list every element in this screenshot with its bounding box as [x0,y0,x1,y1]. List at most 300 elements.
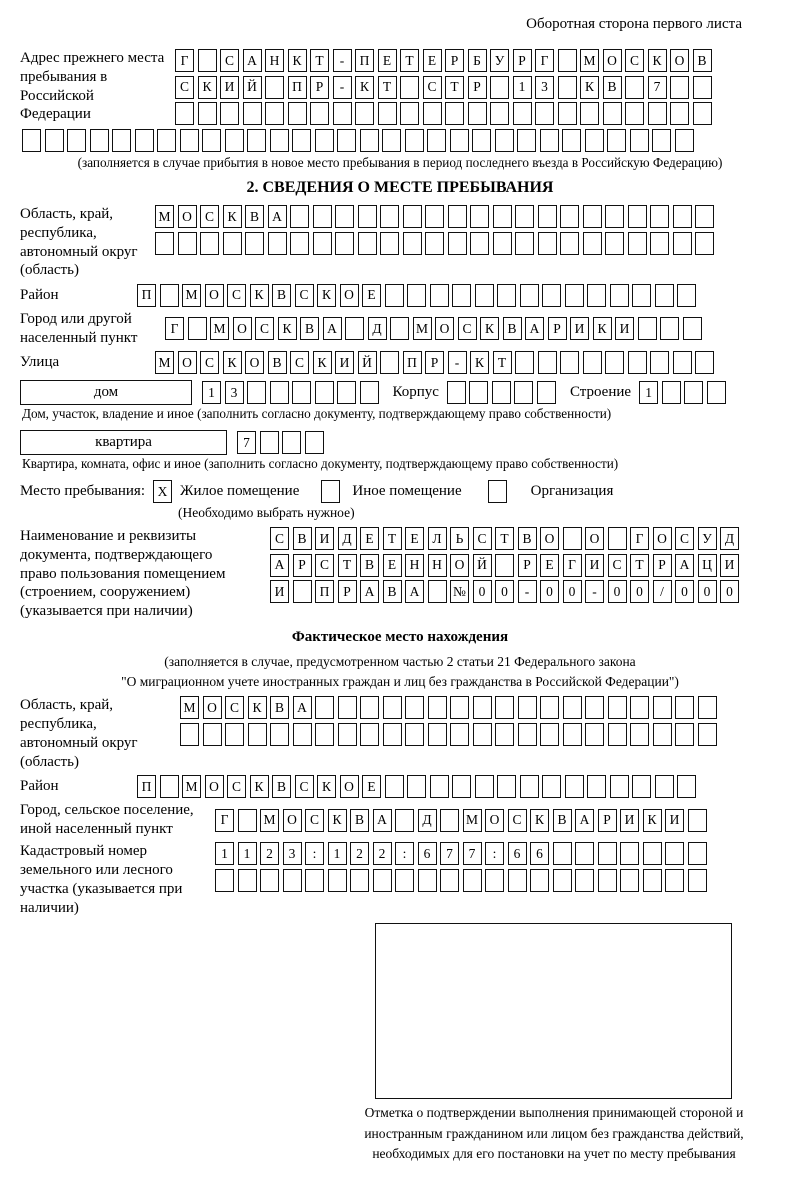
char-box[interactable]: 0 [675,580,694,603]
char-box[interactable]: К [250,775,269,798]
char-box[interactable]: Й [358,351,377,374]
char-box[interactable]: Г [165,317,184,340]
char-box[interactable] [430,284,449,307]
char-box[interactable] [495,554,514,577]
char-box[interactable] [390,317,409,340]
char-box[interactable] [383,696,402,719]
char-box[interactable] [178,232,197,255]
char-box[interactable] [382,129,401,152]
char-box[interactable] [425,205,444,228]
char-box[interactable] [260,431,279,454]
house-type-box[interactable]: дом [20,380,192,405]
char-box[interactable]: С [295,284,314,307]
char-box[interactable] [383,723,402,746]
char-box[interactable]: К [288,49,307,72]
char-box[interactable] [360,129,379,152]
char-box[interactable] [632,284,651,307]
char-box[interactable] [514,381,533,404]
char-box[interactable] [490,76,509,99]
char-box[interactable]: Р [468,76,487,99]
char-box[interactable]: К [355,76,374,99]
char-box[interactable]: 1 [328,842,347,865]
char-box[interactable]: В [383,580,402,603]
char-box[interactable] [67,129,86,152]
char-box[interactable]: Д [418,809,437,832]
char-box[interactable] [628,205,647,228]
char-box[interactable] [450,723,469,746]
char-box[interactable]: А [373,809,392,832]
char-box[interactable]: Е [362,284,381,307]
char-box[interactable]: М [210,317,229,340]
char-box[interactable] [270,381,289,404]
char-box[interactable] [497,775,516,798]
char-box[interactable]: М [463,809,482,832]
char-box[interactable] [535,102,554,125]
char-box[interactable]: 7 [237,431,256,454]
char-box[interactable] [598,842,617,865]
char-box[interactable]: В [270,696,289,719]
char-box[interactable] [495,696,514,719]
char-box[interactable] [338,696,357,719]
char-box[interactable]: 1 [238,842,257,865]
char-box[interactable]: Н [405,554,424,577]
char-box[interactable]: Т [310,49,329,72]
char-box[interactable] [560,205,579,228]
char-box[interactable] [198,49,217,72]
char-box[interactable]: К [223,351,242,374]
char-box[interactable]: 6 [530,842,549,865]
char-box[interactable] [673,205,692,228]
char-box[interactable] [265,102,284,125]
char-box[interactable] [638,317,657,340]
char-box[interactable]: В [272,775,291,798]
char-box[interactable] [373,869,392,892]
char-box[interactable]: Р [445,49,464,72]
char-box[interactable] [385,284,404,307]
char-box[interactable] [563,696,582,719]
char-box[interactable] [475,284,494,307]
char-box[interactable] [313,205,332,228]
char-box[interactable] [493,205,512,228]
char-box[interactable]: С [295,775,314,798]
char-box[interactable] [662,381,681,404]
char-box[interactable]: А [268,205,287,228]
char-box[interactable]: 1 [639,381,658,404]
char-box[interactable]: П [288,76,307,99]
char-box[interactable] [540,129,559,152]
char-box[interactable] [313,232,332,255]
char-box[interactable] [660,317,679,340]
char-box[interactable] [518,723,537,746]
char-box[interactable] [553,869,572,892]
char-box[interactable]: 1 [513,76,532,99]
char-box[interactable]: 0 [698,580,717,603]
char-box[interactable] [583,351,602,374]
char-box[interactable] [675,723,694,746]
char-box[interactable] [292,381,311,404]
char-box[interactable] [683,317,702,340]
char-box[interactable] [650,232,669,255]
char-box[interactable]: 0 [495,580,514,603]
char-box[interactable]: О [540,527,559,550]
char-box[interactable] [563,527,582,550]
char-box[interactable] [428,696,447,719]
char-box[interactable]: А [405,580,424,603]
char-box[interactable]: Г [630,527,649,550]
char-box[interactable] [513,102,532,125]
char-box[interactable]: К [248,696,267,719]
char-box[interactable]: : [485,842,504,865]
char-box[interactable] [428,723,447,746]
char-box[interactable]: Е [540,554,559,577]
char-box[interactable]: О [340,775,359,798]
char-box[interactable]: А [525,317,544,340]
char-box[interactable] [608,527,627,550]
char-box[interactable] [315,696,334,719]
char-box[interactable]: П [355,49,374,72]
char-box[interactable]: Т [378,76,397,99]
char-box[interactable] [538,232,557,255]
char-box[interactable] [463,869,482,892]
char-box[interactable] [558,49,577,72]
char-box[interactable]: 7 [648,76,667,99]
char-box[interactable] [562,129,581,152]
char-box[interactable] [565,284,584,307]
char-box[interactable]: К [648,49,667,72]
char-box[interactable]: Т [400,49,419,72]
char-box[interactable]: С [508,809,527,832]
char-box[interactable] [605,351,624,374]
char-box[interactable] [473,723,492,746]
char-box[interactable]: К [480,317,499,340]
char-box[interactable]: В [268,351,287,374]
char-box[interactable] [378,102,397,125]
char-box[interactable] [245,232,264,255]
char-box[interactable] [693,76,712,99]
char-box[interactable] [492,381,511,404]
char-box[interactable] [630,129,649,152]
char-box[interactable]: С [473,527,492,550]
char-box[interactable] [540,723,559,746]
char-box[interactable] [247,129,266,152]
char-box[interactable]: М [155,351,174,374]
char-box[interactable] [22,129,41,152]
char-box[interactable]: Е [383,554,402,577]
char-box[interactable]: К [470,351,489,374]
char-box[interactable]: К [313,351,332,374]
char-box[interactable]: 0 [720,580,739,603]
char-box[interactable]: С [675,527,694,550]
char-box[interactable] [360,723,379,746]
char-box[interactable] [418,869,437,892]
char-box[interactable]: М [182,775,201,798]
char-box[interactable] [427,129,446,152]
char-box[interactable] [293,580,312,603]
char-box[interactable] [587,775,606,798]
char-box[interactable] [583,205,602,228]
char-box[interactable] [407,775,426,798]
char-box[interactable]: Р [338,580,357,603]
char-box[interactable]: - [518,580,537,603]
char-box[interactable]: В [693,49,712,72]
char-box[interactable] [688,842,707,865]
char-box[interactable] [448,205,467,228]
char-box[interactable] [225,723,244,746]
char-box[interactable]: - [448,351,467,374]
char-box[interactable]: В [553,809,572,832]
char-box[interactable]: 7 [463,842,482,865]
char-box[interactable] [265,76,284,99]
char-box[interactable]: С [200,205,219,228]
char-box[interactable]: - [333,49,352,72]
char-box[interactable]: О [283,809,302,832]
char-box[interactable]: А [270,554,289,577]
char-box[interactable] [520,775,539,798]
char-box[interactable]: Н [428,554,447,577]
char-box[interactable]: И [585,554,604,577]
char-box[interactable] [160,775,179,798]
char-box[interactable]: О [178,205,197,228]
char-box[interactable] [603,102,622,125]
char-box[interactable] [583,232,602,255]
char-box[interactable]: С [458,317,477,340]
char-box[interactable] [628,232,647,255]
char-box[interactable] [335,232,354,255]
char-box[interactable] [530,869,549,892]
char-box[interactable] [520,284,539,307]
char-box[interactable]: № [450,580,469,603]
char-box[interactable] [607,129,626,152]
char-box[interactable] [315,381,334,404]
char-box[interactable] [707,381,726,404]
char-box[interactable]: А [675,554,694,577]
flat-type-box[interactable]: квартира [20,430,227,455]
char-box[interactable] [470,205,489,228]
char-box[interactable]: В [245,205,264,228]
char-box[interactable] [288,102,307,125]
char-box[interactable] [315,723,334,746]
char-box[interactable]: О [450,554,469,577]
char-box[interactable] [225,129,244,152]
char-box[interactable] [653,723,672,746]
char-box[interactable] [380,232,399,255]
char-box[interactable]: Т [383,527,402,550]
char-box[interactable] [632,775,651,798]
char-box[interactable]: К [328,809,347,832]
char-box[interactable]: В [503,317,522,340]
char-box[interactable]: М [260,809,279,832]
char-box[interactable] [560,351,579,374]
char-box[interactable]: 3 [535,76,554,99]
char-box[interactable] [643,842,662,865]
char-box[interactable]: Т [445,76,464,99]
char-box[interactable]: Н [265,49,284,72]
stay-type-checkbox-other[interactable] [321,480,340,503]
char-box[interactable]: К [198,76,217,99]
char-box[interactable] [405,129,424,152]
char-box[interactable] [220,102,239,125]
char-box[interactable]: К [250,284,269,307]
char-box[interactable]: Д [368,317,387,340]
char-box[interactable] [650,351,669,374]
char-box[interactable]: В [350,809,369,832]
char-box[interactable]: Р [518,554,537,577]
char-box[interactable]: Е [405,527,424,550]
char-box[interactable] [695,351,714,374]
char-box[interactable]: П [137,775,156,798]
char-box[interactable]: С [305,809,324,832]
char-box[interactable]: И [270,580,289,603]
char-box[interactable]: М [180,696,199,719]
char-box[interactable]: О [435,317,454,340]
char-box[interactable] [268,232,287,255]
char-box[interactable] [610,775,629,798]
char-box[interactable]: 2 [373,842,392,865]
char-box[interactable]: Р [293,554,312,577]
char-box[interactable] [620,869,639,892]
char-box[interactable] [293,723,312,746]
char-box[interactable] [423,102,442,125]
char-box[interactable] [395,869,414,892]
char-box[interactable]: : [305,842,324,865]
char-box[interactable]: И [335,351,354,374]
char-box[interactable] [290,232,309,255]
char-box[interactable] [380,351,399,374]
char-box[interactable] [215,869,234,892]
char-box[interactable]: Т [493,351,512,374]
char-box[interactable]: И [570,317,589,340]
char-box[interactable]: А [575,809,594,832]
char-box[interactable] [563,723,582,746]
char-box[interactable] [360,696,379,719]
char-box[interactable] [198,102,217,125]
char-box[interactable] [610,284,629,307]
char-box[interactable]: - [333,76,352,99]
char-box[interactable]: С [175,76,194,99]
char-box[interactable] [665,842,684,865]
char-box[interactable] [247,381,266,404]
char-box[interactable] [695,205,714,228]
char-box[interactable]: К [278,317,297,340]
char-box[interactable]: И [220,76,239,99]
char-box[interactable]: О [670,49,689,72]
char-box[interactable] [358,232,377,255]
char-box[interactable] [538,205,557,228]
char-box[interactable] [675,696,694,719]
char-box[interactable] [175,102,194,125]
char-box[interactable]: 0 [540,580,559,603]
char-box[interactable] [270,723,289,746]
char-box[interactable] [360,381,379,404]
char-box[interactable] [315,129,334,152]
char-box[interactable] [518,696,537,719]
char-box[interactable]: Ь [450,527,469,550]
char-box[interactable]: А [360,580,379,603]
char-box[interactable]: 0 [630,580,649,603]
char-box[interactable]: М [580,49,599,72]
char-box[interactable]: 6 [508,842,527,865]
char-box[interactable] [542,775,561,798]
char-box[interactable] [558,102,577,125]
char-box[interactable] [333,102,352,125]
char-box[interactable] [537,381,556,404]
char-box[interactable] [345,317,364,340]
char-box[interactable] [400,102,419,125]
char-box[interactable] [608,723,627,746]
char-box[interactable]: С [270,527,289,550]
char-box[interactable]: Е [378,49,397,72]
char-box[interactable] [580,102,599,125]
char-box[interactable] [673,232,692,255]
char-box[interactable]: И [315,527,334,550]
char-box[interactable]: 0 [473,580,492,603]
char-box[interactable]: У [490,49,509,72]
char-box[interactable] [468,102,487,125]
char-box[interactable] [202,129,221,152]
char-box[interactable] [380,205,399,228]
char-box[interactable]: 3 [225,381,244,404]
char-box[interactable]: Й [473,554,492,577]
char-box[interactable]: О [178,351,197,374]
char-box[interactable] [620,842,639,865]
char-box[interactable] [469,381,488,404]
char-box[interactable] [238,809,257,832]
char-box[interactable] [648,102,667,125]
char-box[interactable] [400,76,419,99]
char-box[interactable] [540,696,559,719]
char-box[interactable] [698,723,717,746]
char-box[interactable] [698,696,717,719]
char-box[interactable]: Г [175,49,194,72]
char-box[interactable]: С [290,351,309,374]
char-box[interactable] [243,102,262,125]
char-box[interactable]: К [223,205,242,228]
char-box[interactable] [358,205,377,228]
char-box[interactable]: Р [513,49,532,72]
char-box[interactable]: Т [495,527,514,550]
char-box[interactable] [558,76,577,99]
char-box[interactable]: И [615,317,634,340]
char-box[interactable]: С [225,696,244,719]
char-box[interactable]: С [423,76,442,99]
char-box[interactable] [450,129,469,152]
char-box[interactable] [670,102,689,125]
char-box[interactable]: И [665,809,684,832]
char-box[interactable]: Л [428,527,447,550]
char-box[interactable]: К [317,775,336,798]
char-box[interactable] [655,284,674,307]
char-box[interactable] [112,129,131,152]
char-box[interactable]: Е [423,49,442,72]
char-box[interactable] [630,696,649,719]
char-box[interactable]: К [530,809,549,832]
char-box[interactable]: 3 [283,842,302,865]
char-box[interactable] [665,869,684,892]
char-box[interactable] [282,431,301,454]
char-box[interactable] [677,284,696,307]
char-box[interactable]: Р [425,351,444,374]
char-box[interactable] [542,284,561,307]
char-box[interactable] [493,232,512,255]
char-box[interactable] [670,76,689,99]
char-box[interactable]: У [698,527,717,550]
char-box[interactable] [405,723,424,746]
char-box[interactable] [643,869,662,892]
char-box[interactable]: М [413,317,432,340]
char-box[interactable] [355,102,374,125]
char-box[interactable] [350,869,369,892]
char-box[interactable]: О [205,284,224,307]
